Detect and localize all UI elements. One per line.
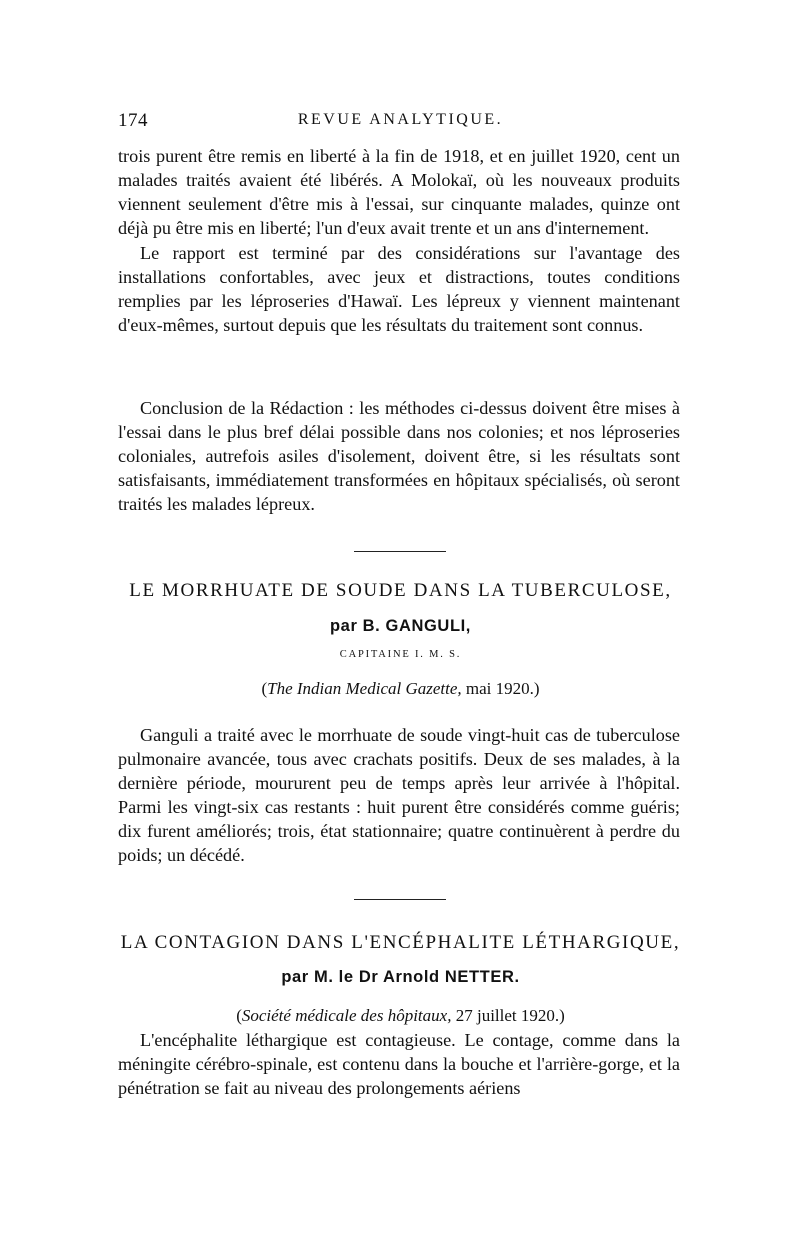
page-header: [118, 110, 683, 134]
article-title: LE MORRHUATE DE SOUDE DANS LA TUBERCULOSE,: [129, 580, 672, 601]
source-date: 27 juillet 1920.): [451, 1006, 565, 1025]
paragraph: Ganguli a traité avec le morrhuate de soude vingt-huit cas de tuberculose pulmonaire avancée, tous avec crachats positifs. Deux de ses malades, à la dernière période, moururent peu de temps après leur arrivée à l'hôpital. Parmi les vingt-six cas restants : huit purent être considérés comme guéris; dix furent améliorés; trois, état stationnaire; quatre continuèrent à perdre du poids; un décédé.: [118, 725, 680, 865]
section-divider: [354, 899, 446, 900]
author-rank: CAPITAINE I. M. S.: [339, 649, 462, 660]
section-divider: [354, 551, 446, 552]
page-number: 174: [118, 110, 148, 131]
running-head: REVUE ANALYTIQUE.: [297, 111, 504, 128]
article-title: LA CONTAGION DANS L'ENCÉPHALITE LÉTHARGIQUE,: [120, 932, 681, 953]
paragraph: Conclusion de la Rédaction : les méthodes ci-dessus doivent être mises à l'essai dans le plus bref délai possible dans nos colonies; et nos léproseries coloniales, autrefois asiles d'isolement, doivent être, si les résultats sont satisfaisants, immédiatement transformées en hôpitaux spécialisés, où seront traités les malades lépreux.: [118, 398, 680, 514]
article-body: [118, 1028, 680, 1100]
paragraph: Le rapport est terminé par des considérations sur l'avantage des installations confortables, avec jeux et distractions, toutes conditions remplies par les léproseries d'Hawaï. Les lépreux y viennent maintenant d'eux-mêmes, surtout depuis que les résultats du traitement sont connus.: [118, 243, 680, 335]
article-source: [118, 1006, 683, 1026]
article-byline: par M. le Dr Arnold NETTER.: [281, 968, 520, 986]
article-source: [118, 679, 683, 699]
editorial-conclusion: [118, 396, 680, 516]
paragraph: trois purent être remis en liberté à la fin de 1918, et en juillet 1920, cent un malades traités avaient été libérés. A Molokaï, où les nouveaux produits viennent seulement d'être mis à l'essai, sur cinquante malades, quinze ont déjà pu être mis en liberté; l'un d'eux avait trente et un ans d'internement.: [118, 146, 680, 238]
source-journal: Société médicale des hôpitaux,: [241, 1006, 452, 1025]
source-open: (: [236, 1006, 242, 1025]
continued-text: [118, 144, 680, 337]
source-open: (: [261, 679, 268, 698]
article-body: [118, 723, 680, 867]
source-date: mai 1920.): [461, 679, 540, 698]
paragraph: L'encéphalite léthargique est contagieuse. Le contage, comme dans la méningite cérébro-spinale, est contenu dans la bouche et l'arrière-gorge, et la pénétration se fait au niveau des prolongements aériens: [118, 1030, 680, 1098]
source-journal: The Indian Medical Gazette,: [267, 679, 462, 698]
article-byline: par B. GANGULI,: [329, 617, 471, 635]
